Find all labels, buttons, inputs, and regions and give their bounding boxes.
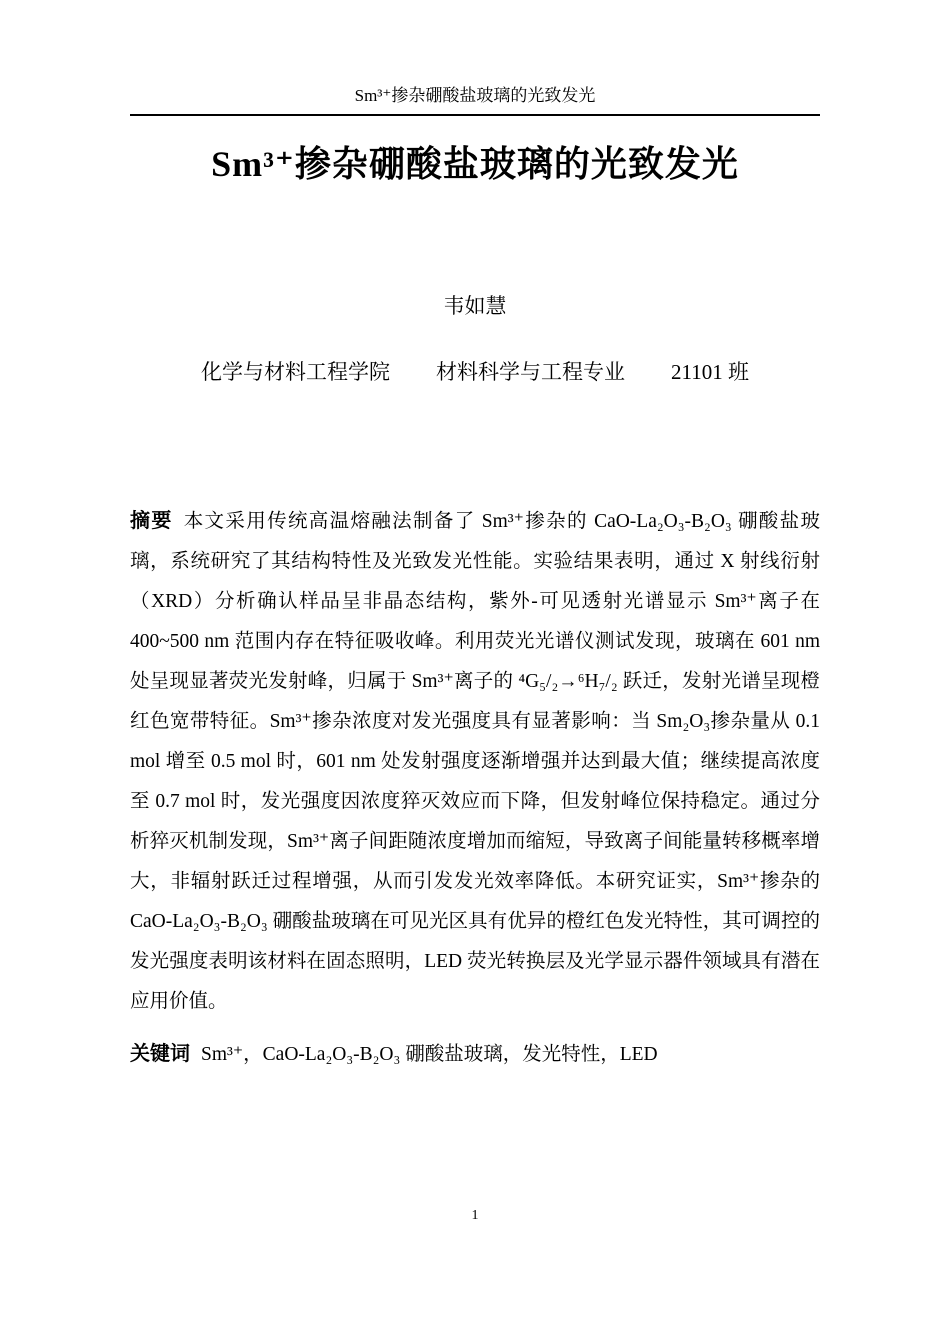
affiliation-college: 化学与材料工程学院 xyxy=(201,360,390,384)
header-divider xyxy=(130,114,820,116)
author-name: 韦如慧 xyxy=(443,294,507,318)
abstract-section xyxy=(130,501,820,1075)
affiliation-major: 材料科学与工程专业 xyxy=(436,360,625,384)
running-header-title: Sm³⁺掺杂硼酸盐玻璃的光致发光 xyxy=(354,86,596,105)
keywords-label: 关键词 xyxy=(130,1043,190,1065)
abstract-text: 本文采用传统高温熔融法制备了 Sm³⁺掺杂的 CaO-La₂O₃-B₂O₃ 硼酸盐玻璃，系统研究了其结构特性及光致发光性能。实验结果表明，通过 X 射线衍射（XRD）分析确认样品呈非晶态结构，紫外-可见透射光谱显示 Sm³⁺离子在 400~500 nm 范围内存在特征吸收峰。利用荧光光谱仪测试发现，玻璃在 601 nm 处呈现显著荧光发射峰，归属于 Sm³⁺离子的 ⁴G₅/₂→⁶H₇/₂ 跃迁，发射光谱呈现橙红色宽带特征。Sm³⁺掺杂浓度对发光强度具有显著影响：当 Sm₂O₃掺杂量从 0.1 mol 增至 0.5 mol 时，601 nm 处发射强度逐渐增强并达到最大值；继续提高浓度至 0.7 mol 时，发光强度因浓度猝灭效应而下降，但发射峰位保持稳定。通过分析猝灭机制发现，Sm³⁺离子间距随浓度增加而缩短，导致离子间能量转移概率增大，非辐射跃迁过程增强，从而引发发光效率降低。本研究证实，Sm³⁺掺杂的 CaO-La₂O₃-B₂O₃ 硼酸盐玻璃在可见光区具有优异的橙红色发光特性，其可调控的发光强度表明该材料在固态照明，LED 荧光转换层及光学显示器件领域具有潜在应用价值。 xyxy=(130,511,820,1012)
keywords-text: Sm³⁺，CaO-La₂O₃-B₂O₃ 硼酸盐玻璃，发光特性，LED xyxy=(201,1044,658,1065)
abstract-label: 摘要 xyxy=(130,510,173,532)
affiliation-class: 21101 班 xyxy=(671,360,749,384)
affiliation-line xyxy=(0,358,950,386)
keywords-paragraph xyxy=(130,1034,820,1075)
abstract-paragraph xyxy=(130,501,820,1022)
page-number: 1 xyxy=(471,1208,479,1223)
page-title: Sm³⁺掺杂硼酸盐玻璃的光致发光 xyxy=(211,144,739,184)
